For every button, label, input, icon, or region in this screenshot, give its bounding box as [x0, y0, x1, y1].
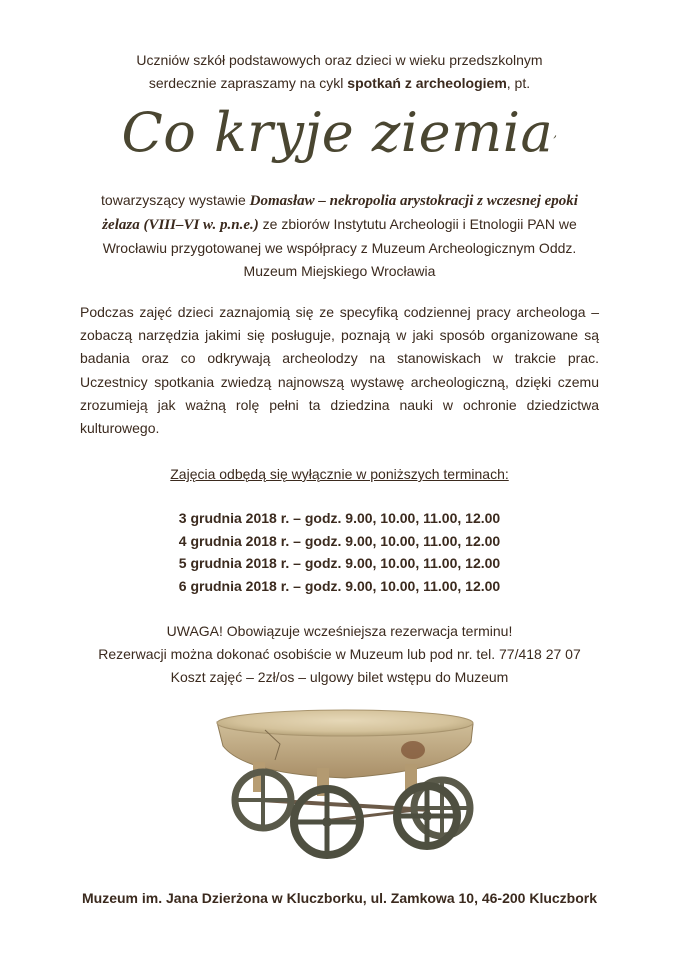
date-item: 4 grudnia 2018 r. – godz. 9.00, 10.00, 11.00, 12.00 — [178, 532, 501, 549]
exhibition-post: ze zbiorów Instytutu Archeologii i Etnologii PAN we Wrocławiu przygotowanej we współpracy z Muzeum Archeologicznym Oddz. Muzeum Miejskiego Wrocławia — [102, 216, 577, 279]
date-item: 5 grudnia 2018 r. – godz. 9.00, 10.00, 11.00, 12.00 — [178, 555, 501, 571]
description-paragraph: Podczas zajęć dzieci zaznajomią się ze specyfiką codziennej pracy archeologa – zobaczą narzędzia jakimi się posługuje, poznają w jaki sposób organizowane są badania oraz co odkrywają archeolodzy na stanowiskach w trakcie prac. Uczestnicy spotkania zwiedzą najnowszą wystawę archeologiczną, dzięki czemu zrozumieją jak ważną rolę pełni ta dziedzina nauki w ochronie dziedzictwa kulturowego. — [80, 304, 599, 437]
exhibition-text — [82, 189, 597, 283]
exhibition-pre: towarzyszący wystawie — [101, 192, 250, 208]
date-item: 3 grudnia 2018 r. – godz. 9.00, 10.00, 11.00, 12.00 — [178, 510, 501, 526]
intro-line-2 — [0, 72, 679, 95]
artifact-image — [205, 700, 480, 880]
exhibition-name: Domasław – nekropolia arystokracji z wczesnej epoki żelaza (VIII–VI w. p.n.e.) — [102, 193, 578, 233]
footer-address: Muzeum im. Jana Dzierżona w Kluczborku, ul. Zamkowa 10, 46-200 Kluczbork — [81, 890, 598, 906]
date-item: 6 grudnia 2018 r. – godz. 9.00, 10.00, 11.00, 12.00 — [178, 577, 501, 594]
notice-cost: Koszt zajęć – 2zł/os – ulgowy bilet wstępu do Muzeum — [170, 669, 509, 685]
notice-phone: Rezerwacji można dokonać osobiście w Muzeum lub pod nr. tel. 77/418 27 07 — [98, 646, 581, 662]
title-text: Co kryje ziemia — [121, 101, 554, 164]
terms-heading: Zajęcia odbędą się wyłącznie w poniższych terminach: — [170, 466, 509, 482]
intro-line-1: Uczniów szkół podstawowych oraz dzieci w wieku przedszkolnym — [136, 52, 543, 68]
notice-reservation: UWAGA! Obowiązuje wcześniejsza rezerwacja terminu! — [166, 623, 513, 639]
intro-line-2-post: , pt. — [506, 75, 531, 91]
notes-block — [0, 620, 679, 689]
intro-line-2-pre: serdecznie zapraszamy na cykl — [148, 75, 348, 91]
title-mark: , — [553, 126, 558, 140]
dates-list — [0, 507, 679, 597]
intro-text — [0, 49, 679, 95]
intro-highlight: spotkań z archeologiem — [347, 75, 507, 91]
poster-title — [0, 98, 679, 168]
